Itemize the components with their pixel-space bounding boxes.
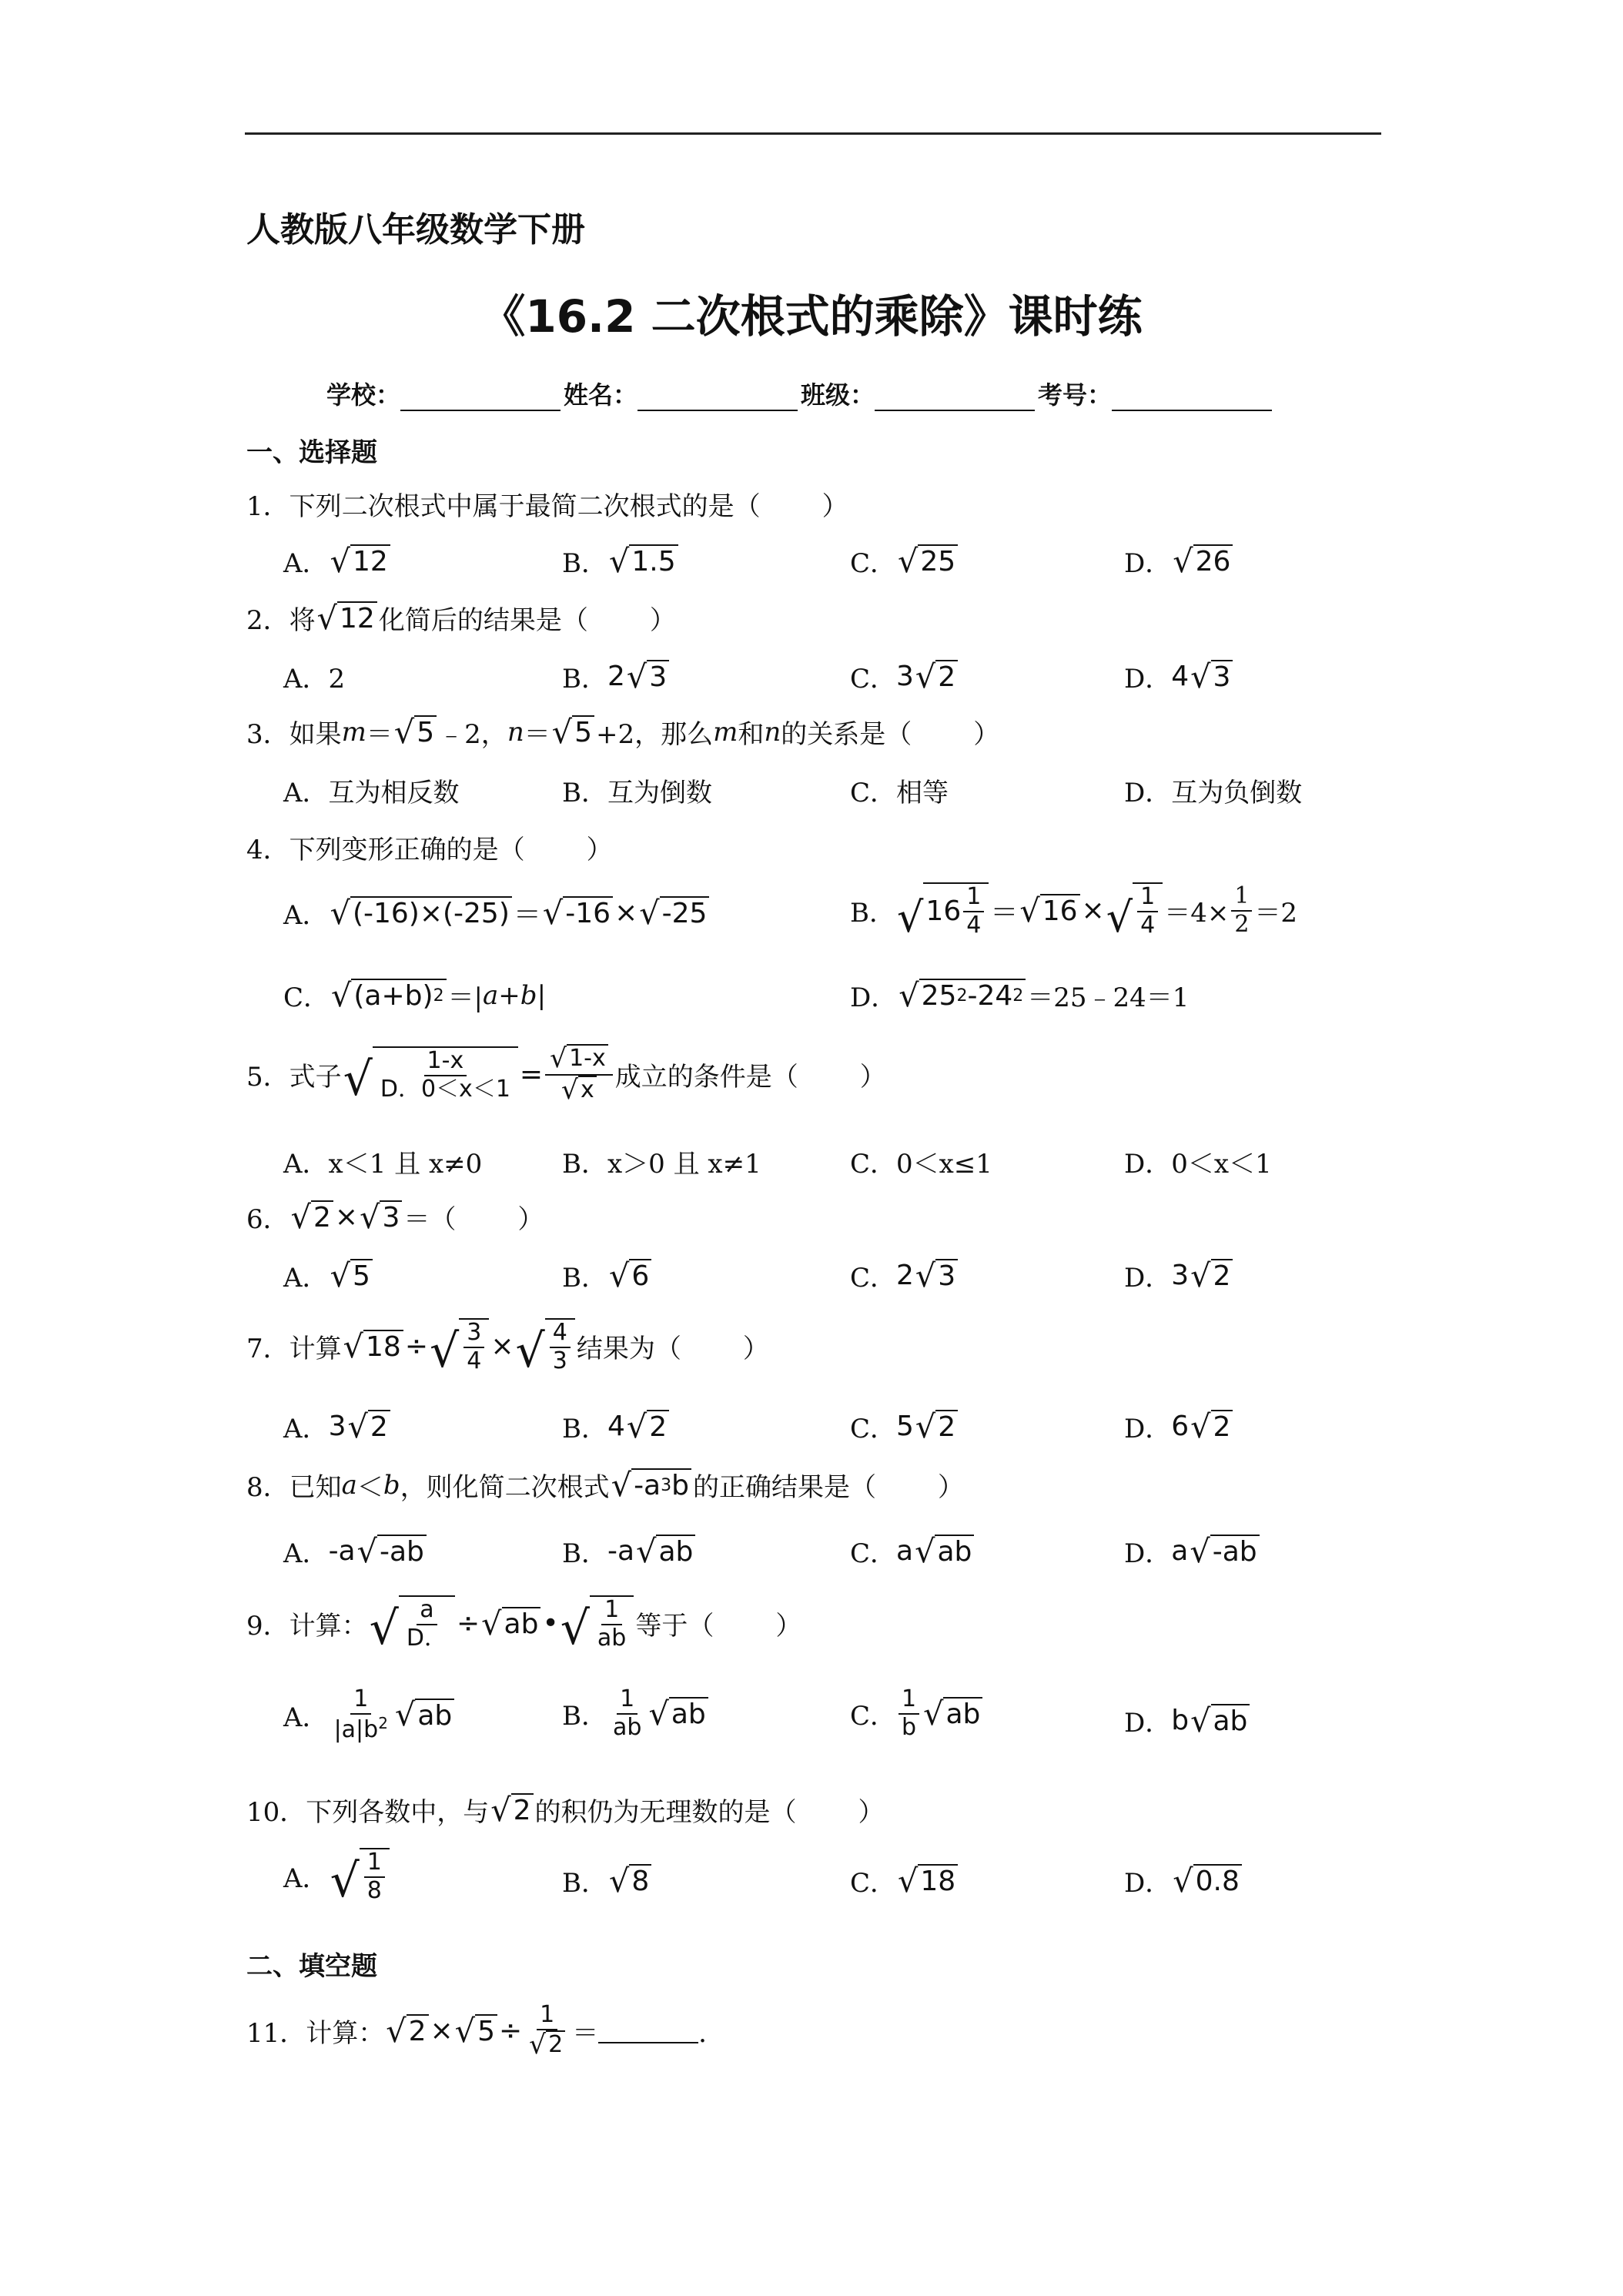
q2-option-d[interactable]: D． 4 √ 3 bbox=[1124, 658, 1234, 695]
q5-option-d[interactable]: D．0＜x＜1 bbox=[1124, 1149, 1272, 1180]
q4-option-a[interactable]: A． √ (-16)×(-25) ＝ √ -16 × √ -25 bbox=[283, 893, 711, 932]
subject-heading: 人教版八年级数学下册 bbox=[246, 210, 585, 249]
class-label: 班级： bbox=[801, 380, 875, 410]
q10-option-a[interactable]: A． √ $\frac{1}{8}$ bbox=[283, 1848, 391, 1904]
section-fill: 二、填空题 bbox=[246, 1951, 377, 1982]
q9-option-d[interactable]: D． b √ ab bbox=[1124, 1702, 1251, 1739]
question-8: 8．已知 a ＜ b ，则化简二次根式 √ -a 3 b 的正确结果是（ ） bbox=[246, 1466, 964, 1504]
q2-option-a[interactable]: A．2 bbox=[283, 664, 346, 694]
q6-option-a[interactable]: A． √ 5 bbox=[283, 1257, 374, 1294]
student-info-bar bbox=[326, 376, 1275, 411]
q2-option-b[interactable]: B． 2 √ 3 bbox=[562, 658, 671, 695]
name-label: 姓名： bbox=[564, 380, 638, 410]
question-11: 11．计算： √ 2 × √ 5 ÷ 1 √ 2 ＝ ． bbox=[246, 2001, 725, 2060]
q9-option-b[interactable]: B． $\frac{1}{ab}$ √ ab bbox=[562, 1686, 710, 1741]
question-10: 10．下列各数中，与 √ 2 的积仍为无理数的是（ ） bbox=[246, 1791, 885, 1829]
q3-option-b[interactable]: B．互为倒数 bbox=[562, 778, 712, 808]
q4-option-d[interactable]: D． √ 25 2 -24 2 ＝25﹣24＝1 bbox=[850, 976, 1190, 1014]
question-3: 3．如果 m ＝ √ 5 ﹣2， n ＝ √ 5 +2，那么 m 和 n 的关系是（ ） bbox=[246, 713, 1000, 751]
q9-option-a[interactable]: A． $\frac{1}{|a|b^2}$ √ ab bbox=[283, 1686, 456, 1743]
q3-option-c[interactable]: C．相等 bbox=[850, 778, 949, 808]
q1-option-c[interactable]: C． √ 25 bbox=[850, 542, 959, 580]
q8-option-a[interactable]: A． -a √ -ab bbox=[283, 1532, 428, 1570]
q10-option-c[interactable]: C． √ 18 bbox=[850, 1862, 959, 1899]
q9-option-c[interactable]: C． $\frac{1}{b}$ √ ab bbox=[850, 1686, 984, 1741]
q7-option-c[interactable]: C． 5 √ 2 bbox=[850, 1407, 959, 1445]
exam-number-field[interactable] bbox=[1112, 382, 1272, 411]
school-label: 学校： bbox=[326, 380, 401, 410]
question-7: 7．计算 √ 18 ÷ √ $\frac{3}{4}$ × √ $\frac{4}{3}$ 结果为（ ） bbox=[246, 1319, 769, 1378]
section-choice: 一、选择题 bbox=[246, 437, 377, 468]
q4-option-c[interactable]: C． √ (a+b) 2 ＝| a+b | bbox=[283, 976, 547, 1014]
q3-option-a[interactable]: A．互为相反数 bbox=[283, 778, 460, 808]
q4-option-b[interactable]: B． √ 16 $\frac{1}{4}$ ＝ √ 16 × √ $\frac{1}{4}$ ＝4× $\frac{1}{2}$ ＝2 bbox=[850, 882, 1298, 942]
header-rule bbox=[245, 132, 1381, 135]
q8-option-d[interactable]: D． a √ -ab bbox=[1124, 1532, 1261, 1570]
name-field[interactable] bbox=[637, 382, 798, 411]
q7-option-d[interactable]: D． 6 √ 2 bbox=[1124, 1407, 1234, 1445]
q5-option-b[interactable]: B．x＞0 且 x≠1 bbox=[562, 1149, 761, 1180]
question-5: 5．式子 √ $\frac{1-x}{D.0<x<1}$ = √ 1-x √ x 成立的条件是（ ） bbox=[246, 1043, 886, 1106]
question-4: 4．下列变形正确的是（ ） bbox=[246, 835, 613, 865]
question-2: 2．将 √ 12 化简后的结果是（ ） bbox=[246, 599, 676, 637]
question-stem: 1．下列二次根式中属于最简二次根式的是（ bbox=[246, 491, 761, 522]
q6-option-c[interactable]: C． 2 √ 3 bbox=[850, 1257, 959, 1294]
q1-option-d[interactable]: D． √ 26 bbox=[1124, 542, 1234, 580]
q11-answer-blank[interactable] bbox=[598, 2019, 698, 2043]
q7-option-a[interactable]: A． 3 √ 2 bbox=[283, 1407, 392, 1445]
q2-option-c[interactable]: C． 3 √ 2 bbox=[850, 658, 959, 695]
q6-option-b[interactable]: B． √ 6 bbox=[562, 1257, 653, 1294]
page-title: 《16.2 二次根式的乘除》课时练 bbox=[480, 290, 1143, 343]
question-9: 9．计算： √ $\frac{a}{D.}$ ÷ √ ab • √ $\frac{1}{ab}$ 等于（ ） bbox=[246, 1596, 802, 1655]
q3-option-d[interactable]: D．互为负倒数 bbox=[1124, 778, 1303, 808]
q8-option-c[interactable]: C． a √ ab bbox=[850, 1532, 975, 1570]
question-6: 6． √ 2 × √ 3 ＝（ ） bbox=[246, 1198, 544, 1236]
q8-option-b[interactable]: B． -a √ ab bbox=[562, 1532, 697, 1570]
question-1: 1．下列二次根式中属于最简二次根式的是（ ） bbox=[246, 485, 848, 523]
class-field[interactable] bbox=[875, 382, 1035, 411]
q5-option-a[interactable]: A．x＜1 且 x≠0 bbox=[283, 1149, 483, 1180]
exam-number-label: 考号： bbox=[1038, 380, 1113, 410]
q1-option-b[interactable]: B． √ 1.5 bbox=[562, 542, 680, 580]
q6-option-d[interactable]: D． 3 √ 2 bbox=[1124, 1257, 1234, 1294]
q1-option-a[interactable]: A． √ 12 bbox=[283, 542, 392, 580]
q7-option-b[interactable]: B． 4 √ 2 bbox=[562, 1407, 671, 1445]
school-field[interactable] bbox=[400, 382, 561, 411]
q10-option-d[interactable]: D． √ 0.8 bbox=[1124, 1862, 1243, 1899]
q5-option-c[interactable]: C．0＜x≤1 bbox=[850, 1149, 992, 1180]
q10-option-b[interactable]: B． √ 8 bbox=[562, 1862, 653, 1899]
